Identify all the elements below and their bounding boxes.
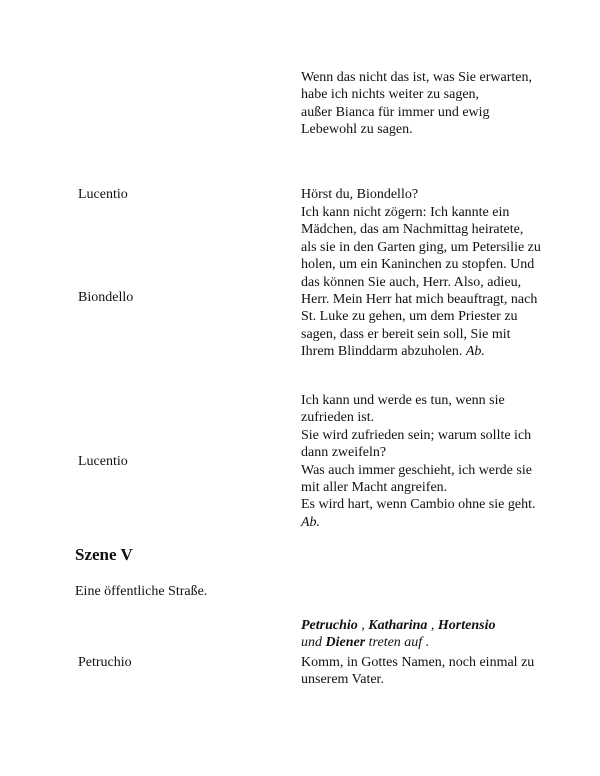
speaker-name: Petruchio xyxy=(78,655,132,670)
speech-lucentio-1 xyxy=(301,186,541,203)
exit-direction: Ab. xyxy=(301,514,321,530)
speech-text: Es wird hart, wenn Cambio ohne sie geht. xyxy=(301,497,536,513)
character-name: Diener xyxy=(325,635,366,651)
speech-line: Was auch immer geschieht, ich werde sie mit aller Macht angreifen. xyxy=(301,462,532,496)
speaker-name: Biondello xyxy=(78,290,134,305)
speech-line: außer Bianca für immer und ewig Lebewohl zu sagen. xyxy=(301,104,490,138)
speech-lucentio-2 xyxy=(301,392,541,531)
separator: , xyxy=(357,618,369,633)
speech-line-last xyxy=(301,496,541,531)
and-word: und xyxy=(301,635,326,651)
speech-line: Sie wird zufrieden sein; warum sollte ich dann zweifeln? xyxy=(301,427,532,461)
speech-line: Wenn das nicht das ist, was Sie erwarten, habe ich nichts weiter zu sagen, xyxy=(301,70,532,103)
stage-action: treten auf . xyxy=(365,635,430,651)
speech-biondello xyxy=(301,204,541,361)
character-name: Petruchio xyxy=(301,618,358,633)
character-name: Hortensio xyxy=(437,618,496,633)
scene-title: Szene V xyxy=(75,545,133,564)
speech-line: Hörst du, Biondello? xyxy=(301,187,419,202)
character-name: Katharina xyxy=(368,618,428,633)
speech-text: Komm, in Gottes Namen, noch einmal zu unserem Vater. xyxy=(301,655,535,688)
speech-line: Ich kann und werde es tun, wenn sie zufrieden ist. xyxy=(301,393,505,426)
speaker-name: Lucentio xyxy=(78,187,128,202)
exit-direction: Ab. xyxy=(465,344,485,360)
speech-text: Ich kann nicht zögern: Ich kannte ein Mädchen, das am Nachmittag heiratete, als sie in den Garten ging, um Petersilie zu holen, um ein Kaninchen zu stopfen. Und das können Sie auch, Herr. Also, adieu, Herr. Mein Herr hat mich beauftragt, nach St. Luke zu gehen, um dem Priester zu sagen, dass er bereit sein soll, Sie mit Ihrem Blinddarm abzuholen. xyxy=(301,205,541,360)
separator: , xyxy=(427,618,438,633)
speech-petruchio xyxy=(301,654,541,689)
scene-setting: Eine öffentliche Straße. xyxy=(75,584,208,599)
speech-continuation xyxy=(301,69,541,139)
speaker-name: Lucentio xyxy=(78,454,128,469)
stage-direction xyxy=(301,617,541,652)
